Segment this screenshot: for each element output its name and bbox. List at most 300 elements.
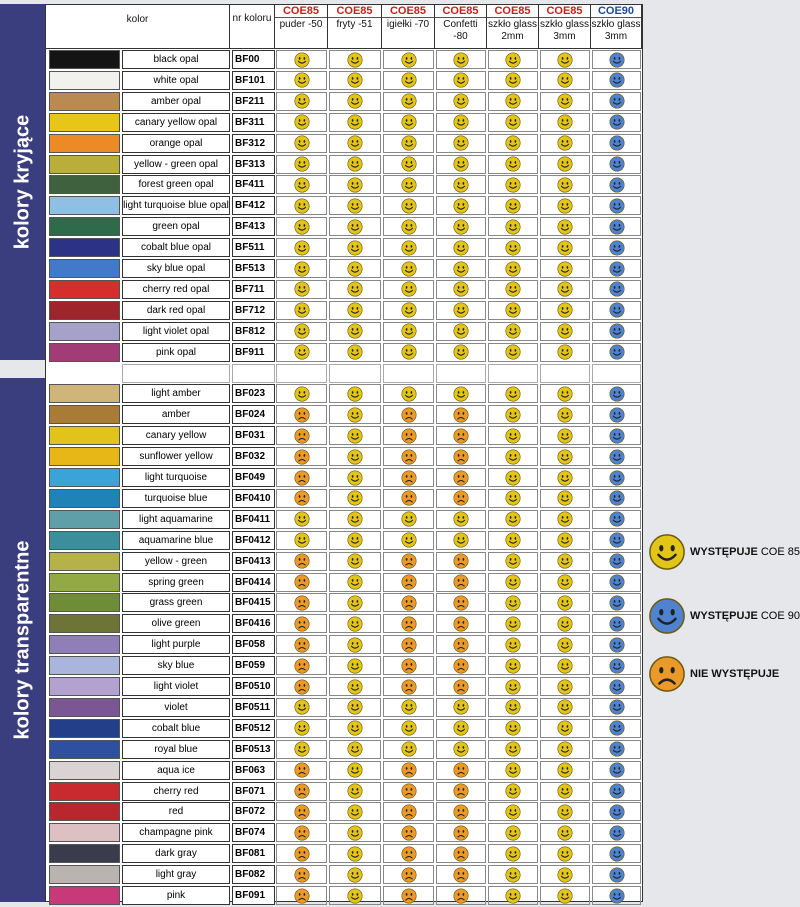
availability-cell xyxy=(436,322,486,341)
smiley-face-icon xyxy=(609,490,625,506)
availability-cell xyxy=(329,447,381,466)
table-row xyxy=(46,48,644,69)
smiley-face-icon xyxy=(557,595,573,611)
availability-cell xyxy=(592,175,641,194)
table-row xyxy=(46,508,644,529)
availability-cell xyxy=(276,92,327,111)
availability-cell xyxy=(329,489,381,508)
smiley-face-icon xyxy=(505,261,521,277)
color-code: BF211 xyxy=(232,92,275,111)
smiley-face-icon xyxy=(505,720,521,736)
availability-cell xyxy=(436,134,486,153)
availability-cell xyxy=(540,552,590,571)
availability-cell xyxy=(276,113,327,132)
color-code: BF023 xyxy=(232,384,275,403)
availability-cell xyxy=(488,447,538,466)
smiley-face-icon xyxy=(294,511,310,527)
sad-face-icon xyxy=(453,595,469,611)
table-row xyxy=(46,529,644,550)
smiley-face-icon xyxy=(557,302,573,318)
smiley-face-icon xyxy=(557,72,573,88)
availability-cell xyxy=(276,614,327,633)
smiley-face-icon xyxy=(453,72,469,88)
availability-cell xyxy=(383,196,434,215)
availability-cell xyxy=(276,573,327,592)
header-coe-label: COE90 xyxy=(591,5,641,18)
smiley-face-icon xyxy=(557,177,573,193)
color-name: light amber xyxy=(122,384,230,403)
color-code: BF412 xyxy=(232,196,275,215)
availability-cell xyxy=(329,656,381,675)
color-name: pink opal xyxy=(122,343,230,362)
color-swatch xyxy=(49,531,120,550)
availability-cell xyxy=(329,155,381,174)
table-row xyxy=(46,69,644,90)
header-nr-koloru: nr koloru xyxy=(230,5,275,49)
availability-cell xyxy=(592,677,641,696)
availability-cell xyxy=(329,677,381,696)
sad-face-icon xyxy=(401,449,417,465)
smiley-face-icon xyxy=(347,532,363,548)
availability-cell xyxy=(383,823,434,842)
color-swatch xyxy=(49,364,120,383)
availability-cell xyxy=(329,113,381,132)
color-code: BF063 xyxy=(232,761,275,780)
availability-cell xyxy=(436,259,486,278)
color-code: BF058 xyxy=(232,635,275,654)
smiley-face-icon xyxy=(505,637,521,653)
table-row xyxy=(46,654,644,675)
color-name: forest green opal xyxy=(122,175,230,194)
sad-face-icon xyxy=(401,574,417,590)
availability-cell xyxy=(329,573,381,592)
availability-cell xyxy=(436,719,486,738)
smiley-face-icon xyxy=(294,72,310,88)
smiley-face-icon xyxy=(609,783,625,799)
availability-cell xyxy=(329,217,381,236)
smiley-face-icon xyxy=(453,720,469,736)
availability-cell xyxy=(540,761,590,780)
smiley-face-icon xyxy=(557,470,573,486)
availability-cell xyxy=(592,656,641,675)
availability-cell xyxy=(436,865,486,884)
separator-row xyxy=(46,362,644,383)
availability-cell xyxy=(276,405,327,424)
smiley-face-icon xyxy=(557,658,573,674)
color-code: BF0414 xyxy=(232,573,275,592)
header-column-1 xyxy=(275,5,328,49)
smiley-face-icon xyxy=(557,762,573,778)
availability-cell xyxy=(329,92,381,111)
smiley-face-icon xyxy=(401,386,417,402)
availability-cell xyxy=(383,280,434,299)
availability-cell xyxy=(329,510,381,529)
smiley-face-icon xyxy=(294,219,310,235)
color-name: aqua ice xyxy=(122,761,230,780)
color-name: amber opal xyxy=(122,92,230,111)
availability-cell xyxy=(488,468,538,487)
sad-face-icon xyxy=(401,783,417,799)
availability-cell xyxy=(383,782,434,801)
availability-cell xyxy=(329,364,381,383)
table-row xyxy=(46,821,644,842)
smiley-face-icon xyxy=(609,679,625,695)
sad-face-icon xyxy=(294,783,310,799)
header-coe-label: COE85 xyxy=(487,5,538,18)
availability-cell xyxy=(383,384,434,403)
availability-cell xyxy=(540,823,590,842)
color-swatch xyxy=(49,196,120,215)
availability-cell xyxy=(592,844,641,863)
availability-cell xyxy=(540,593,590,612)
color-swatch xyxy=(49,384,120,403)
availability-cell xyxy=(592,593,641,612)
smiley-face-icon xyxy=(347,490,363,506)
smiley-face-icon xyxy=(347,281,363,297)
header-column-label: szkło glass 3mm xyxy=(540,19,589,42)
table-row xyxy=(46,299,644,320)
availability-cell xyxy=(383,405,434,424)
table-row xyxy=(46,800,644,821)
color-swatch xyxy=(49,573,120,592)
header-coe-label: COE85 xyxy=(382,5,434,18)
availability-cell xyxy=(276,656,327,675)
smiley-face-icon xyxy=(347,428,363,444)
color-swatch xyxy=(49,238,120,257)
legend-item xyxy=(648,597,800,635)
header-column-6 xyxy=(539,5,591,49)
sad-face-icon xyxy=(294,407,310,423)
availability-cell xyxy=(276,886,327,905)
table-row xyxy=(46,132,644,153)
availability-cell xyxy=(276,698,327,717)
availability-cell xyxy=(383,802,434,821)
smiley-face-icon xyxy=(557,616,573,632)
table-row xyxy=(46,780,644,801)
color-name: pink xyxy=(122,886,230,905)
color-code: BF082 xyxy=(232,865,275,884)
smiley-face-icon xyxy=(505,783,521,799)
smiley-face-icon xyxy=(347,679,363,695)
color-swatch xyxy=(49,740,120,759)
sad-face-icon xyxy=(294,679,310,695)
smiley-face-icon xyxy=(294,135,310,151)
availability-cell xyxy=(488,635,538,654)
smiley-face-icon xyxy=(505,240,521,256)
smiley-face-icon xyxy=(347,553,363,569)
table-row xyxy=(46,403,644,424)
header-column-label: igiełki -70 xyxy=(386,19,430,30)
availability-cell xyxy=(276,740,327,759)
availability-cell xyxy=(329,196,381,215)
header-coe-label: COE85 xyxy=(539,5,590,18)
header-column-label: szkło glass 3mm xyxy=(591,19,641,42)
smiley-face-icon xyxy=(609,407,625,423)
header-column-3 xyxy=(382,5,435,49)
color-name: turquoise blue xyxy=(122,489,230,508)
availability-cell xyxy=(488,886,538,905)
availability-cell xyxy=(383,719,434,738)
header-coe-label: COE85 xyxy=(328,5,381,18)
table-row xyxy=(46,466,644,487)
header-column-label: puder -50 xyxy=(279,19,323,30)
color-name: cherry red xyxy=(122,782,230,801)
availability-cell xyxy=(276,71,327,90)
smiley-face-icon xyxy=(505,804,521,820)
availability-cell xyxy=(488,802,538,821)
availability-cell xyxy=(329,635,381,654)
smiley-face-icon xyxy=(401,699,417,715)
availability-cell xyxy=(592,614,641,633)
availability-cell xyxy=(436,468,486,487)
availability-cell xyxy=(383,71,434,90)
color-swatch xyxy=(49,301,120,320)
availability-cell xyxy=(436,886,486,905)
smiley-face-icon xyxy=(505,867,521,883)
smiley-face-icon xyxy=(294,177,310,193)
availability-cell xyxy=(488,322,538,341)
smiley-face-icon xyxy=(609,177,625,193)
color-code: BF059 xyxy=(232,656,275,675)
availability-cell xyxy=(436,593,486,612)
availability-cell xyxy=(276,301,327,320)
color-name: cobalt blue xyxy=(122,719,230,738)
smiley-face-icon xyxy=(505,219,521,235)
sad-face-icon xyxy=(453,449,469,465)
smiley-face-icon xyxy=(453,114,469,130)
sad-face-icon xyxy=(294,470,310,486)
smiley-face-icon xyxy=(609,741,625,757)
availability-cell xyxy=(488,531,538,550)
availability-cell xyxy=(329,280,381,299)
availability-cell xyxy=(329,343,381,362)
header-column-label: fryty -51 xyxy=(336,19,373,30)
color-name: sky blue xyxy=(122,656,230,675)
smiley-face-icon xyxy=(505,888,521,904)
header-column-label: Confetti -80 xyxy=(443,19,478,42)
color-name: light aquamarine xyxy=(122,510,230,529)
sad-face-icon xyxy=(453,783,469,799)
smiley-face-icon xyxy=(453,281,469,297)
opaque-group-label: kolory kryjące xyxy=(11,114,33,250)
color-swatch xyxy=(49,134,120,153)
availability-cell xyxy=(488,175,538,194)
color-code: BF072 xyxy=(232,802,275,821)
availability-cell xyxy=(592,761,641,780)
availability-cell xyxy=(383,343,434,362)
smiley-face-icon xyxy=(347,198,363,214)
availability-cell xyxy=(436,92,486,111)
table-row xyxy=(46,111,644,132)
smiley-face-icon xyxy=(505,762,521,778)
availability-cell xyxy=(383,593,434,612)
availability-cell xyxy=(488,405,538,424)
smiley-face-icon xyxy=(505,72,521,88)
sad-face-icon xyxy=(294,888,310,904)
sad-face-icon xyxy=(294,762,310,778)
smiley-face-icon xyxy=(609,93,625,109)
availability-cell xyxy=(436,301,486,320)
color-code: BF812 xyxy=(232,322,275,341)
smiley-face-icon xyxy=(505,52,521,68)
smiley-face-icon xyxy=(557,428,573,444)
availability-cell xyxy=(329,71,381,90)
availability-cell xyxy=(592,196,641,215)
availability-cell xyxy=(592,217,641,236)
smiley-face-icon xyxy=(294,323,310,339)
availability-cell xyxy=(540,740,590,759)
availability-cell xyxy=(592,447,641,466)
color-name: royal blue xyxy=(122,740,230,759)
color-name: light turquoise xyxy=(122,468,230,487)
availability-cell xyxy=(329,782,381,801)
availability-cell xyxy=(276,844,327,863)
availability-cell xyxy=(276,489,327,508)
sad-face-icon xyxy=(294,449,310,465)
smiley-face-icon xyxy=(347,741,363,757)
color-code: BF411 xyxy=(232,175,275,194)
smiley-face-icon xyxy=(294,52,310,68)
color-swatch xyxy=(49,71,120,90)
color-swatch xyxy=(49,802,120,821)
smiley-face-icon xyxy=(648,597,686,635)
availability-cell xyxy=(383,155,434,174)
smiley-face-icon xyxy=(557,323,573,339)
availability-cell xyxy=(592,552,641,571)
smiley-face-icon xyxy=(453,344,469,360)
smiley-face-icon xyxy=(453,302,469,318)
color-swatch xyxy=(49,322,120,341)
smiley-face-icon xyxy=(557,449,573,465)
color-code: BF032 xyxy=(232,447,275,466)
color-code: BF049 xyxy=(232,468,275,487)
color-swatch xyxy=(49,489,120,508)
sad-face-icon xyxy=(453,867,469,883)
smiley-face-icon xyxy=(557,386,573,402)
color-name: dark gray xyxy=(122,844,230,863)
availability-cell xyxy=(592,405,641,424)
availability-cell xyxy=(540,238,590,257)
smiley-face-icon xyxy=(347,783,363,799)
smiley-face-icon xyxy=(557,114,573,130)
smiley-face-icon xyxy=(505,532,521,548)
availability-cell xyxy=(383,364,434,383)
smiley-face-icon xyxy=(294,156,310,172)
smiley-face-icon xyxy=(401,135,417,151)
table-row xyxy=(46,320,644,341)
color-name: canary yellow opal xyxy=(122,113,230,132)
smiley-face-icon xyxy=(609,261,625,277)
smiley-face-icon xyxy=(557,846,573,862)
availability-cell xyxy=(383,573,434,592)
smiley-face-icon xyxy=(401,532,417,548)
color-swatch xyxy=(49,782,120,801)
availability-cell xyxy=(383,677,434,696)
smiley-face-icon xyxy=(347,93,363,109)
smiley-face-icon xyxy=(557,783,573,799)
availability-cell xyxy=(276,468,327,487)
availability-cell xyxy=(276,217,327,236)
availability-cell xyxy=(383,844,434,863)
smiley-face-icon xyxy=(347,616,363,632)
sad-face-icon xyxy=(401,658,417,674)
availability-cell xyxy=(276,196,327,215)
availability-cell xyxy=(540,405,590,424)
availability-cell xyxy=(436,280,486,299)
availability-cell xyxy=(276,134,327,153)
availability-cell xyxy=(592,301,641,320)
availability-cell xyxy=(540,447,590,466)
availability-table xyxy=(45,4,643,902)
smiley-face-icon xyxy=(609,658,625,674)
header-column-4 xyxy=(435,5,487,49)
sad-face-icon xyxy=(453,762,469,778)
sad-face-icon xyxy=(453,888,469,904)
smiley-face-icon xyxy=(609,846,625,862)
availability-cell xyxy=(488,844,538,863)
availability-cell xyxy=(276,155,327,174)
availability-cell xyxy=(540,322,590,341)
smiley-face-icon xyxy=(557,344,573,360)
smiley-face-icon xyxy=(453,156,469,172)
color-code: BF0411 xyxy=(232,510,275,529)
availability-cell xyxy=(592,343,641,362)
sad-face-icon xyxy=(453,616,469,632)
availability-cell xyxy=(276,426,327,445)
color-name: red xyxy=(122,802,230,821)
table-row xyxy=(46,612,644,633)
availability-cell xyxy=(383,50,434,69)
availability-cell xyxy=(592,238,641,257)
availability-cell xyxy=(540,531,590,550)
smiley-face-icon xyxy=(505,93,521,109)
availability-cell xyxy=(592,635,641,654)
availability-cell xyxy=(276,322,327,341)
smiley-face-icon xyxy=(505,470,521,486)
availability-cell xyxy=(592,322,641,341)
table-row xyxy=(46,424,644,445)
header-column-2 xyxy=(328,5,382,49)
smiley-face-icon xyxy=(505,135,521,151)
smiley-face-icon xyxy=(505,511,521,527)
color-code: BF413 xyxy=(232,217,275,236)
availability-cell xyxy=(276,175,327,194)
availability-cell xyxy=(436,113,486,132)
smiley-face-icon xyxy=(347,449,363,465)
color-code: BF081 xyxy=(232,844,275,863)
color-code: BF0415 xyxy=(232,593,275,612)
availability-cell xyxy=(276,761,327,780)
availability-cell xyxy=(540,844,590,863)
availability-cell xyxy=(436,844,486,863)
availability-cell xyxy=(276,677,327,696)
color-swatch xyxy=(49,635,120,654)
color-swatch xyxy=(49,886,120,905)
smiley-face-icon xyxy=(505,449,521,465)
availability-cell xyxy=(488,196,538,215)
availability-cell xyxy=(540,614,590,633)
smiley-face-icon xyxy=(453,240,469,256)
availability-cell xyxy=(436,510,486,529)
smiley-face-icon xyxy=(347,114,363,130)
availability-cell xyxy=(488,71,538,90)
availability-cell xyxy=(592,426,641,445)
color-code: BF0410 xyxy=(232,489,275,508)
color-code: BF031 xyxy=(232,426,275,445)
availability-cell xyxy=(592,510,641,529)
color-swatch xyxy=(49,656,120,675)
smiley-face-icon xyxy=(347,846,363,862)
